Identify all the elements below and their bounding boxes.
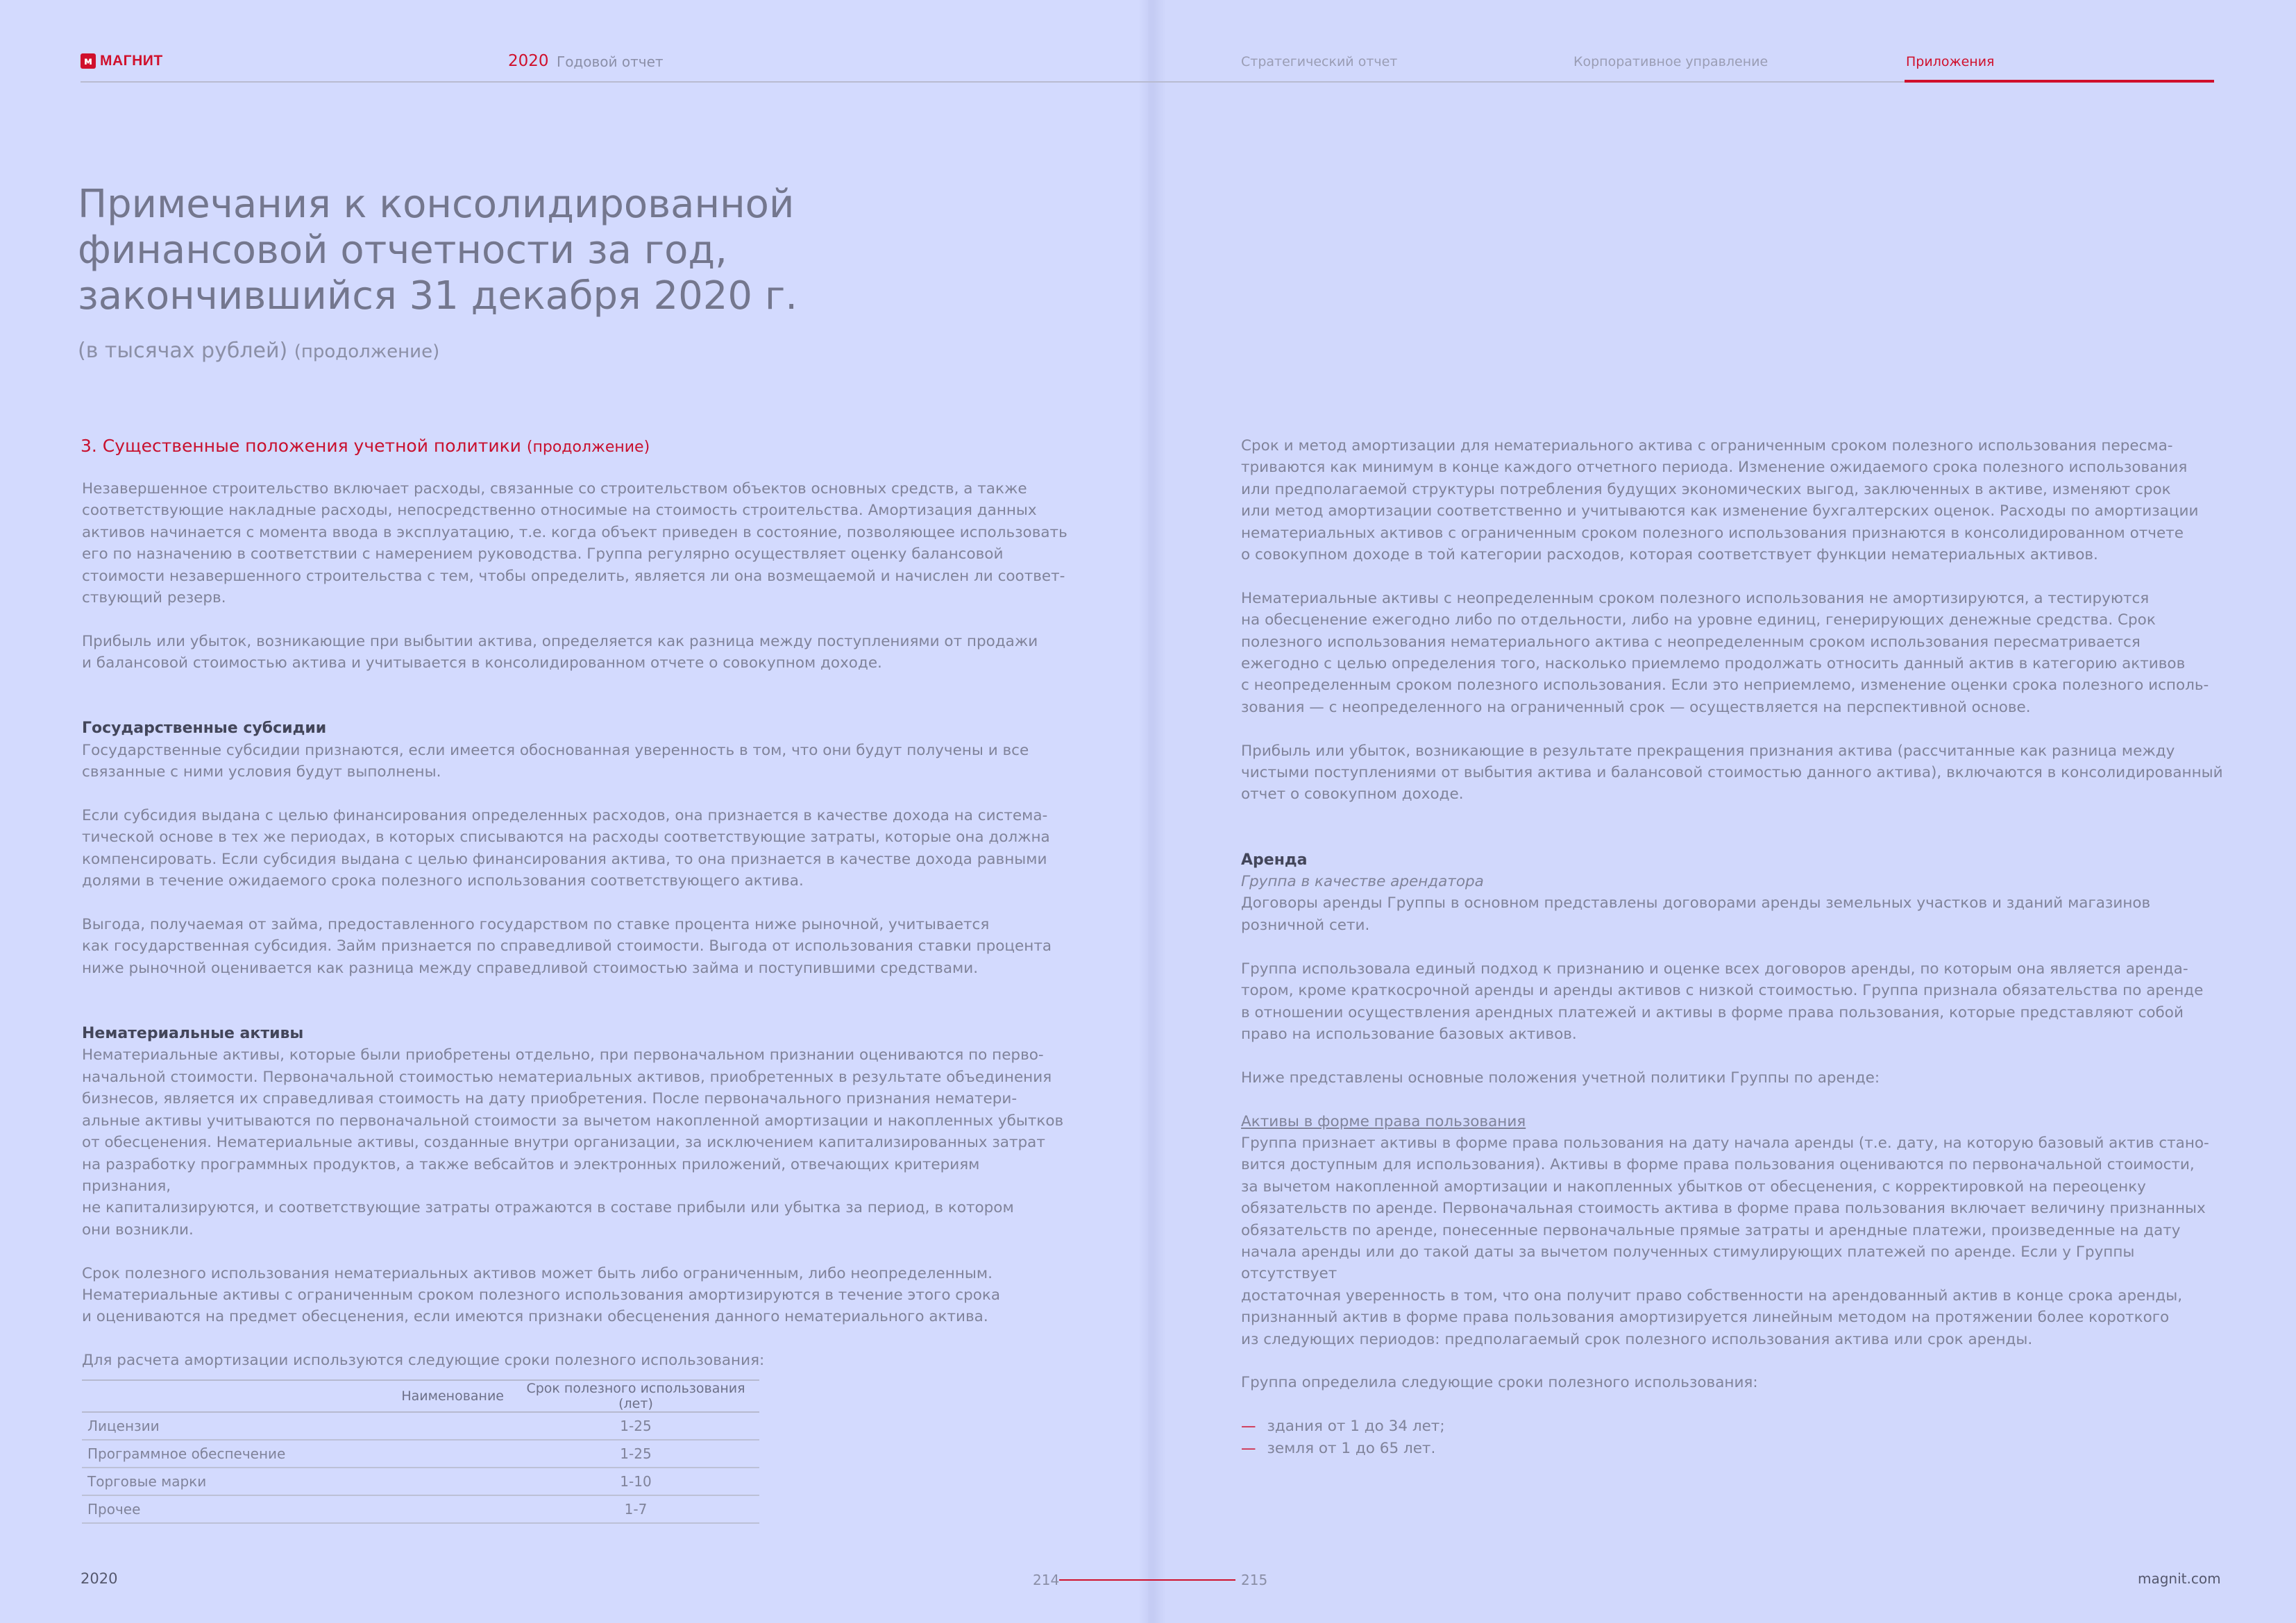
paragraph-amortization-review: Срок и метод амортизации для нематериального актива с ограниченным сроком полезного использования пересма- триваются как минимум в конце каждого отчетного периода. Изменение ожидаемого срока полезного использования или предполагаемой структуры потребления будущих экономических выгод, заключенных в активе, изменяют срок или метод амортизации соответственно и учитываются как изменение бухгалтерских оценок. Расходы по амортизации нематериальных активов с ограниченным сроком полезного использования признаются в консолидированном отчете о совокупном доходе в той категории расходов, которая соответствует функции нематериальных активов. xyxy=(1241,437,2199,564)
book-spine-shadow xyxy=(1138,0,1166,1623)
report-year: 2020 xyxy=(508,52,549,70)
table-cell-name: Торговые марки xyxy=(82,1468,512,1495)
paragraph-lease-policy-intro: Ниже представлены основные положения учетной политики Группы по аренде: xyxy=(1241,1069,1880,1087)
table-cell-value: 1-25 xyxy=(512,1412,759,1440)
nav-strategic-report[interactable]: Стратегический отчет xyxy=(1241,54,1398,69)
bullet-dash: — xyxy=(1241,1418,1256,1436)
list-item-text: земля от 1 до 65 лет. xyxy=(1267,1439,1436,1457)
paragraph-disposal: Прибыль или убыток, возникающие при выбытии актива, определяется как разница между поступлениями от продажи и балансовой стоимостью актива и учитывается в консолидированном отчете о совокупном доходе. xyxy=(82,632,1038,672)
nav-appendices[interactable]: Приложения xyxy=(1906,54,1995,69)
table-row xyxy=(82,1495,759,1523)
page-title xyxy=(78,182,911,319)
table-header-name: Наименование xyxy=(82,1380,512,1412)
table-cell-value: 1-10 xyxy=(512,1468,759,1495)
title-line: Примечания к консолидированной xyxy=(78,182,795,227)
table-cell-name: Прочее xyxy=(82,1495,512,1523)
page-subtitle xyxy=(78,339,439,363)
heading-lease: Аренда xyxy=(1241,851,1308,869)
table-header-life: Срок полезного использования (лет) xyxy=(512,1380,759,1412)
table-cell-value: 1-7 xyxy=(512,1495,759,1523)
paragraph-lease-contracts: Договоры аренды Группы в основном представлены договорами аренды земельных участков и зданий магазинов розничной сети. xyxy=(1241,894,2151,934)
paragraph-useful-life: Срок полезного использования нематериальных активов может быть либо ограниченным, либо неопределенным. Нематериальные активы с ограниченным сроком полезного использования амортизируются в течение этого срока и оцениваются на предмет обесценения, если имеются признаки обесценения данного нематериального актива. xyxy=(82,1264,1001,1326)
nav-corporate-governance[interactable]: Корпоративное управление xyxy=(1573,54,1769,69)
page-number-right: 215 xyxy=(1241,1572,1268,1588)
subheading-lessee: Группа в качестве арендатора xyxy=(1241,873,1484,891)
table-header-row xyxy=(82,1380,759,1412)
heading-right-of-use-assets: Активы в форме права пользования xyxy=(1241,1112,1526,1130)
list-item xyxy=(1241,1438,2227,1459)
bullet-dash: — xyxy=(1241,1439,1256,1457)
table-cell-value: 1-25 xyxy=(512,1440,759,1468)
subtitle-units: (в тысячах рублей) xyxy=(78,339,288,363)
right-column xyxy=(1241,435,2227,1459)
paragraph-subsidies-income: Если субсидия выдана с целью финансирования определенных расходов, она признается в качестве дохода на система- тической основе в тех же периодах, в которых списываются на расходы соответствующие затраты, которые она должна компенсировать. Если субсидия выдана с целью финансирования актива, то она признается в качестве дохода равными долями в течение ожидаемого срока полезного использования соответствующего актива. xyxy=(82,807,1050,890)
section-title-text: 3. Существенные положения учетной политики xyxy=(81,436,521,456)
paragraph-subsidies-recognition: Государственные субсидии признаются, если имеется обоснованная уверенность в том, что они будут получены и все связанные с ними условия будут выполнены. xyxy=(82,741,1029,781)
paragraph-useful-life-terms: Группа определила следующие сроки полезного использования: xyxy=(1241,1374,1758,1392)
list-item xyxy=(1241,1416,2227,1437)
heading-intangible-assets: Нематериальные активы xyxy=(82,1025,304,1043)
magnit-logo[interactable] xyxy=(81,53,163,69)
paragraph-derecognition: Прибыль или убыток, возникающие в результате прекращения признания актива (рассчитанные как разница между чистыми поступлениями от выбытия актива и балансовой стоимостью данного актива), включаются в консолидированный отчет о совокупном доходе. xyxy=(1241,742,2223,804)
nav-active-underline xyxy=(1905,80,2214,83)
left-column xyxy=(82,478,1067,1372)
section-title xyxy=(81,436,650,456)
report-name: Годовой отчет xyxy=(557,53,664,70)
useful-life-table xyxy=(82,1379,759,1524)
subtitle-continued: (продолжение) xyxy=(294,341,440,362)
table-row xyxy=(82,1412,759,1440)
page-number-left: 214 xyxy=(1033,1572,1060,1588)
magnit-logo-icon: м xyxy=(81,53,96,69)
paragraph-amortization-terms: Для расчета амортизации используются следующие сроки полезного использования: xyxy=(82,1352,765,1370)
header-divider xyxy=(81,81,2214,83)
table-cell-name: Лицензии xyxy=(82,1412,512,1440)
paragraph-lease-approach: Группа использовала единый подход к признанию и оценке всех договоров аренды, по которым она является арендa- тором, кроме краткосрочной аренды и аренды активов с низкой стоимостью. Группа признала обязательства по аренде в отношении осуществления арендных платежей и активы в форме права пользования, которые представляют собой право на использование базовых активов. xyxy=(1241,960,2204,1043)
title-line: финансовой отчетности за год, xyxy=(78,228,727,273)
paragraph-loan-benefit: Выгода, получаемая от займа, предоставленного государством по ставке процента ниже рыночной, учитывается как государственная субсидия. Займ признается по справедливой стоимости. Выгода от использования ставки процента ниже рыночной оценивается как разница между справедливой стоимостью займа и поступившими средствами. xyxy=(82,916,1052,977)
footer-year: 2020 xyxy=(81,1570,118,1587)
table-cell-name: Программное обеспечение xyxy=(82,1440,512,1468)
logo-text: МАГНИТ xyxy=(100,53,163,69)
footer-site-link[interactable]: magnit.com xyxy=(2138,1570,2221,1587)
section-title-continued: (продолжение) xyxy=(526,439,650,456)
footer-page-divider xyxy=(1059,1579,1235,1581)
paragraph-right-of-use: Группа признает активы в форме права пользования на дату начала аренды (т.е. дату, на которую базовый актив стано- вится доступным для использования). Активы в форме права пользования оцениваются по первоначальной стоимости, за вычетом накопленной амортизации и накопленных убытков от обесценения, с корректировкой на переоценку обязательств по аренде. Первоначальная стоимость актива в форме права пользования включает величину признанных обязательств по аренде, понесенные первоначальные прямые затраты и арендные платежи, произведенные на дату начала аренды или до такой даты за вычетом полученных стимулирующих платежей по аренде. Если у Группы отсутствует достаточная уверенность в том, что она получит право собственности на арендованный актив в конце срока аренды, признанный актив в форме права пользования амортизируется линейным методом на протяжении более короткого из следующих периодов: предполагаемый срок полезного использования актива или срок аренды. xyxy=(1241,1134,2209,1348)
paragraph-construction: Незавершенное строительство включает расходы, связанные со строительством объектов основных средств, а также соответствующие накладные расходы, непосредственно относимые на стоимость строительства. Амортизация данных активов начинается с момента ввода в эксплуатацию, т.е. когда объект приведен в состояние, позволяющее использовать его по назначению в соответствии с намерением руководства. Группа регулярно осуществляет оценку балансовой стоимости незавершенного строительства с тем, чтобы определить, является ли она возмещаемой и начислен ли соответ- ствующий резерв. xyxy=(82,480,1067,607)
table-row xyxy=(82,1468,759,1495)
list-item-text: здания от 1 до 34 лет; xyxy=(1267,1418,1445,1436)
heading-government-subsidies: Государственные субсидии xyxy=(82,720,327,738)
title-line: закончившийся 31 декабря 2020 г. xyxy=(78,273,798,318)
table-row xyxy=(82,1440,759,1468)
paragraph-indefinite-life: Нематериальные активы с неопределенным сроком полезного использования не амортизируются, а тестируются на обесценение ежегодно либо по отдельности, либо на уровне единиц, генерирующих денежные средства. Срок полезного использования нематериального актива с неопределенным сроком использования пересматривается ежегодно с целью определения того, насколько приемлемо продолжать относить данный актив в категорию активов с неопределенным сроком полезного использования. Если это неприемлемо, изменение оценки срока полезного исполь- зования — с неопределенного на ограниченный срок — осуществляется на перспективной основе. xyxy=(1241,589,2209,716)
paragraph-intangibles-recognition: Нематериальные активы, которые были приобретены отдельно, при первоначальном признании оцениваются по перво- начальной стоимости. Первоначальной стоимостью нематериальных активов, приобретенных в результате объединения бизнесов, является их справедливая стоимость на дату приобретения. После первоначального признания нематери- альные активы учитываются по первоначальной стоимости за вычетом накопленной амортизации и накопленных убытков от обесценения. Нематериальные активы, созданные внутри организации, за исключением капитализированных затрат на разработку программных продуктов, а также вебсайтов и электронных приложений, отвечающих критериям признания, не капитализируются, и соответствующие затраты отражаются в составе прибыли или убытка за период, в котором они возникли. xyxy=(82,1046,1064,1239)
